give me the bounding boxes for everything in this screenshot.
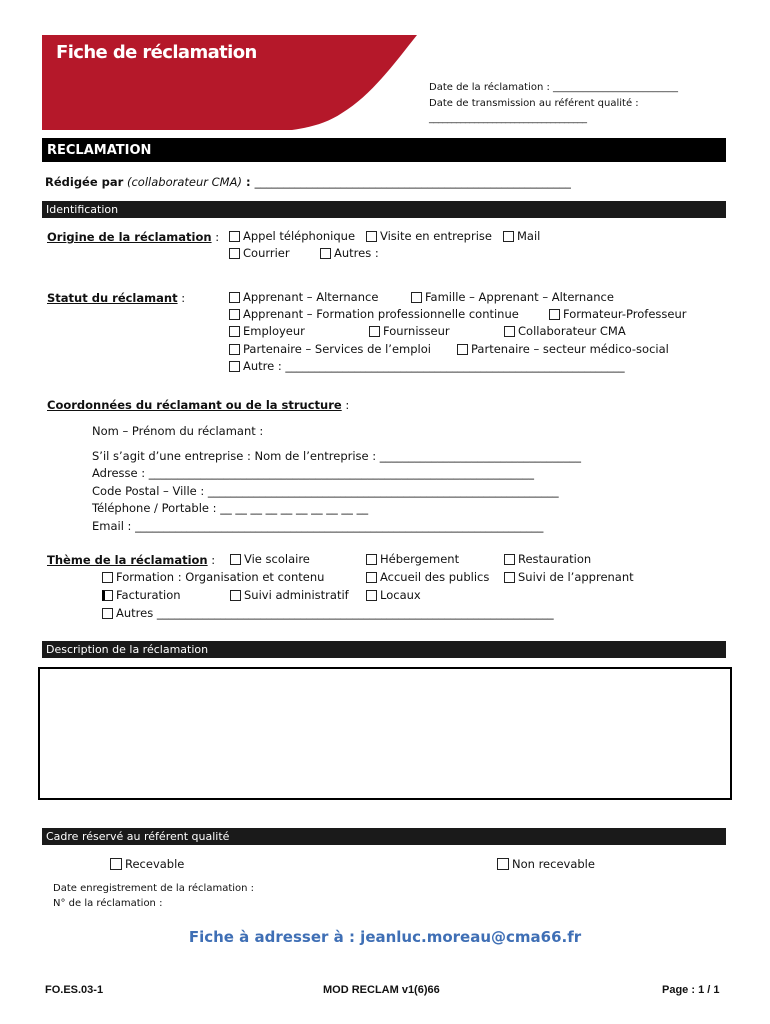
checkbox-fournisseur[interactable] — [369, 324, 450, 338]
coordonnees-label — [47, 398, 349, 412]
checkbox-formateur[interactable] — [549, 307, 686, 321]
telephone-field[interactable]: Téléphone / Portable : __ __ __ __ __ __ __ __ __ __ — [92, 501, 369, 515]
checkbox-label: Employeur — [243, 324, 305, 338]
checkbox-suivi-administratif[interactable] — [230, 588, 349, 602]
checkbox-suivi-apprenant[interactable] — [504, 570, 634, 584]
checkbox-apprenant-alternance[interactable] — [229, 290, 378, 304]
statut-label — [47, 291, 185, 305]
date-reclamation-field[interactable]: Date de la réclamation : _________________________ — [429, 82, 679, 93]
checkbox-box[interactable] — [503, 231, 514, 242]
checkbox-label: Hébergement — [380, 552, 460, 566]
date-transmission-label: Date de transmission au référent qualité : — [429, 98, 639, 109]
checkbox-box[interactable] — [102, 572, 113, 583]
checkbox-hebergement[interactable] — [366, 552, 459, 566]
checkbox-apprenant-fpc[interactable] — [229, 307, 519, 321]
theme-label-text: Thème de la réclamation — [47, 553, 208, 567]
checkbox-label: Apprenant – Alternance — [243, 290, 379, 304]
checkbox-employeur[interactable] — [229, 324, 305, 338]
cadre-referent-bar: Cadre réservé au référent qualité — [42, 828, 726, 845]
description-bar: Description de la réclamation — [42, 641, 726, 658]
coordonnees-colon: : — [341, 398, 350, 412]
checkbox-box[interactable] — [229, 361, 240, 372]
date-enregistrement-field[interactable]: Date enregistrement de la réclamation : — [53, 883, 255, 894]
checkbox-label: Apprenant – Formation professionnelle continue — [243, 307, 519, 321]
email-field[interactable]: Email : _______________________________________________________________________ — [92, 519, 544, 533]
description-textarea[interactable] — [38, 667, 732, 800]
checkbox-label: Appel téléphonique — [243, 229, 356, 243]
checkbox-box[interactable] — [102, 590, 113, 601]
checkbox-box[interactable] — [504, 554, 515, 565]
checkbox-label: Partenaire – secteur médico-social — [471, 342, 669, 356]
checkbox-collaborateur-cma[interactable] — [504, 324, 626, 338]
checkbox-appel-telephonique[interactable] — [229, 229, 355, 243]
checkbox-courrier[interactable] — [229, 246, 290, 260]
checkbox-locaux[interactable] — [366, 588, 421, 602]
checkbox-label: Facturation — [116, 588, 181, 602]
adresse-envoi: Fiche à adresser à : jeanluc.moreau@cma66.fr — [188, 928, 582, 946]
checkbox-label: Partenaire – Services de l’emploi — [243, 342, 431, 356]
footer-page-number: Page : 1 / 1 — [662, 984, 720, 996]
footer-reference: FO.ES.03-1 — [45, 984, 104, 996]
checkbox-accueil-publics[interactable] — [366, 570, 489, 584]
statut-colon: : — [177, 291, 186, 305]
checkbox-box[interactable] — [504, 572, 515, 583]
checkbox-label: Famille – Apprenant – Alternance — [425, 290, 614, 304]
checkbox-autre[interactable] — [229, 359, 625, 373]
coordonnees-label-text: Coordonnées du réclamant ou de la structure — [47, 398, 342, 412]
redigee-hint: (collaborateur CMA) — [126, 175, 242, 189]
statut-label-text: Statut du réclamant — [47, 291, 178, 305]
checkbox-box[interactable] — [366, 554, 377, 565]
checkbox-label: Locaux — [380, 588, 421, 602]
checkbox-autres[interactable] — [320, 246, 379, 260]
checkbox-box[interactable] — [229, 326, 240, 337]
checkbox-non-recevable[interactable] — [497, 857, 595, 871]
checkbox-box[interactable] — [110, 858, 122, 870]
checkbox-label: Formation : Organisation et contenu — [116, 570, 325, 584]
checkbox-recevable[interactable] — [110, 857, 184, 871]
checkbox-box[interactable] — [366, 572, 377, 583]
checkbox-partenaire-medico-social[interactable] — [457, 342, 669, 356]
origine-label-text: Origine de la réclamation — [47, 230, 212, 244]
checkbox-box[interactable] — [457, 344, 468, 355]
checkbox-vie-scolaire[interactable] — [230, 552, 310, 566]
checkbox-label: Formateur-Professeur — [563, 307, 687, 321]
checkbox-label: Accueil des publics — [380, 570, 490, 584]
checkbox-label: Suivi de l’apprenant — [518, 570, 634, 584]
checkbox-restauration[interactable] — [504, 552, 591, 566]
checkbox-label: Courrier — [243, 246, 290, 260]
adresse-field[interactable]: Adresse : ___________________________________________________________________ — [92, 466, 535, 480]
redigee-colon: : — [241, 175, 255, 189]
checkbox-box[interactable] — [320, 248, 331, 259]
checkbox-label: Suivi administratif — [244, 588, 349, 602]
checkbox-box[interactable] — [549, 309, 560, 320]
checkbox-label: Autres : — [334, 246, 379, 260]
redigee-label: Rédigée par — [45, 175, 124, 189]
date-transmission-field[interactable]: ___________________________________ — [429, 113, 587, 124]
numero-reclamation-field[interactable]: N° de la réclamation : — [53, 898, 163, 909]
section-reclamation-title: RECLAMATION — [42, 138, 726, 162]
checkbox-box[interactable] — [229, 292, 240, 303]
checkbox-famille-apprenant[interactable] — [411, 290, 614, 304]
checkbox-box[interactable] — [411, 292, 422, 303]
page-title: Fiche de réclamation — [56, 42, 257, 63]
checkbox-visite-entreprise[interactable] — [366, 229, 492, 243]
checkbox-box[interactable] — [230, 590, 241, 601]
checkbox-box[interactable] — [102, 608, 113, 619]
checkbox-box[interactable] — [497, 858, 509, 870]
checkbox-box[interactable] — [230, 554, 241, 565]
checkbox-label: Restauration — [518, 552, 592, 566]
checkbox-box[interactable] — [504, 326, 515, 337]
theme-colon: : — [207, 553, 216, 567]
checkbox-box[interactable] — [229, 231, 240, 242]
checkbox-box[interactable] — [366, 590, 377, 601]
entreprise-field[interactable]: S’il s’agit d’une entreprise : Nom de l’entreprise : ___________________________________ — [92, 449, 582, 463]
checkbox-partenaire-emploi[interactable] — [229, 342, 431, 356]
checkbox-facturation[interactable] — [102, 588, 181, 602]
checkbox-box[interactable] — [229, 309, 240, 320]
checkbox-label: Vie scolaire — [244, 552, 310, 566]
checkbox-box[interactable] — [229, 344, 240, 355]
origine-colon: : — [211, 230, 220, 244]
checkbox-box[interactable] — [366, 231, 377, 242]
footer-version: MOD RECLAM v1(6)66 — [323, 984, 440, 996]
checkbox-box[interactable] — [369, 326, 380, 337]
checkbox-label: Visite en entreprise — [380, 229, 492, 243]
checkbox-label: Non recevable — [512, 857, 595, 871]
redigee-par-row[interactable] — [45, 175, 571, 189]
origine-label — [47, 230, 219, 244]
checkbox-mail[interactable] — [503, 229, 540, 243]
theme-label — [47, 553, 215, 567]
checkbox-label: Autres _____________________________________________________________________ — [116, 606, 554, 620]
checkbox-formation[interactable] — [102, 570, 324, 584]
checkbox-label: Mail — [517, 229, 541, 243]
checkbox-theme-autres[interactable] — [102, 606, 554, 620]
nom-prenom-field[interactable]: Nom – Prénom du réclamant : — [92, 424, 264, 438]
redigee-line[interactable]: _______________________________________________________ — [254, 175, 571, 189]
checkbox-label: Collaborateur CMA — [518, 324, 626, 338]
checkbox-label: Recevable — [125, 857, 185, 871]
identification-bar: Identification — [42, 201, 726, 218]
code-postal-ville-field[interactable]: Code Postal – Ville : _____________________________________________________________ — [92, 484, 559, 498]
checkbox-label: Autre : ___________________________________________________________ — [243, 359, 625, 373]
checkbox-label: Fournisseur — [383, 324, 450, 338]
checkbox-box[interactable] — [229, 248, 240, 259]
